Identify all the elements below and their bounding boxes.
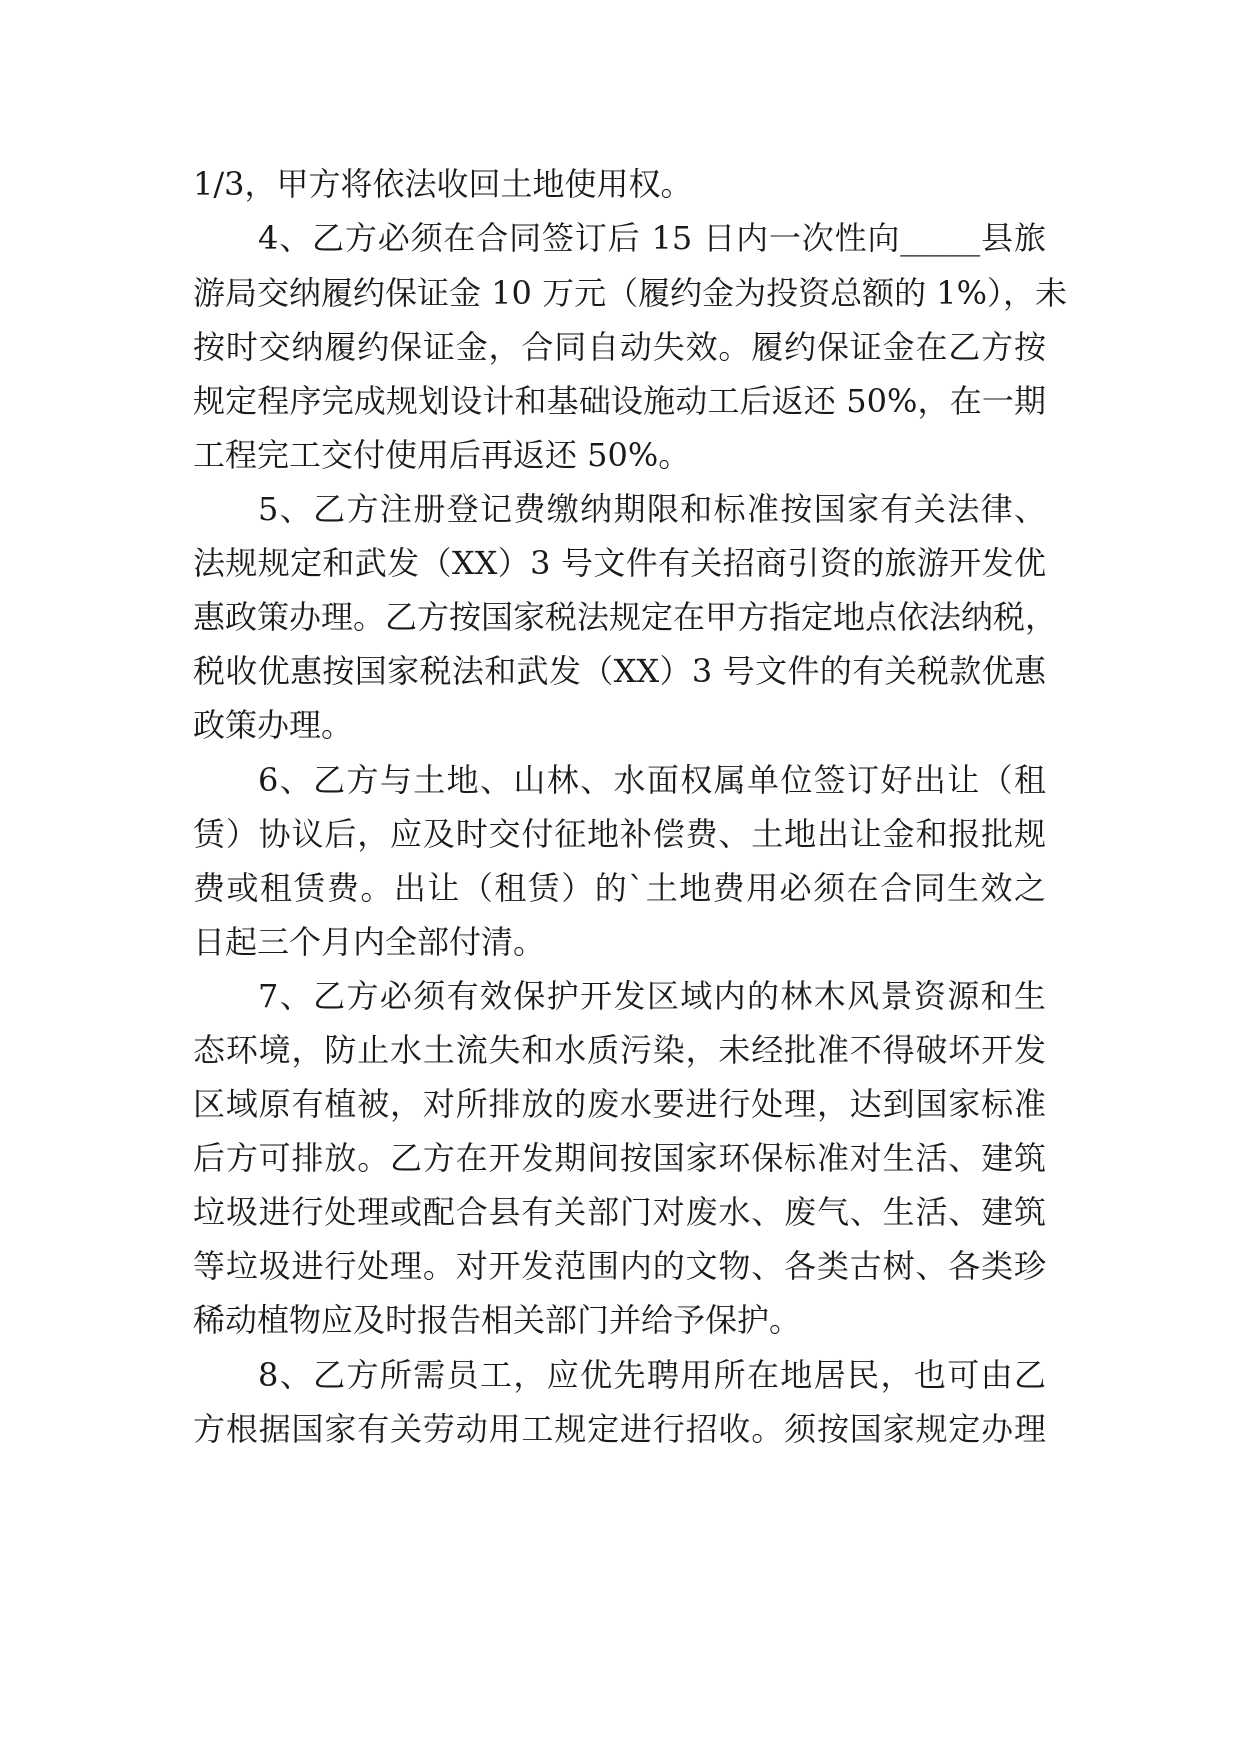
text-line-content: 7、乙方必须有效保护开发区域内的林木风景资源和生 — [258, 977, 1046, 1015]
text-line — [0, 1241, 1241, 1291]
text-line — [0, 159, 1241, 209]
text-line — [0, 917, 1241, 967]
text-line-content: 6、乙方与土地、山林、水面权属单位签订好出让（租 — [258, 761, 1046, 799]
text-line-content: 等垃圾进行处理。对开发范围内的文物、各类古树、各类珍 — [193, 1247, 1046, 1285]
text-line-content: 稀动植物应及时报告相关部门并给予保护。 — [193, 1301, 802, 1339]
text-line-content: 垃圾进行处理或配合县有关部门对废水、废气、生活、建筑 — [193, 1193, 1046, 1231]
text-line-content: 法规规定和武发（XX）3 号文件有关招商引资的旅游开发优 — [193, 544, 1046, 582]
text-line — [0, 376, 1241, 426]
text-line — [0, 1404, 1241, 1454]
text-line-content: 后方可排放。乙方在开发期间按国家环保标准对生活、建筑 — [193, 1139, 1046, 1177]
text-line — [0, 592, 1241, 642]
text-line-content: 税收优惠按国家税法和武发（XX）3 号文件的有关税款优惠 — [193, 652, 1046, 690]
text-line-content: 费或租赁费。出让（租赁）的`土地费用必须在合同生效之 — [193, 869, 1046, 907]
text-line-content: 态环境，防止水土流失和水质污染，未经批准不得破坏开发 — [193, 1031, 1046, 1069]
text-line — [0, 1025, 1241, 1075]
text-line — [0, 213, 1241, 263]
text-line — [0, 1079, 1241, 1129]
text-line-content: 工程完工交付使用后再返还 50%。 — [193, 436, 691, 474]
text-line — [0, 268, 1241, 318]
text-line-content: 区域原有植被，对所排放的废水要进行处理，达到国家标准 — [193, 1085, 1046, 1123]
text-line-content: 4、乙方必须在合同签订后 15 日内一次性向_____县旅 — [258, 219, 1046, 257]
text-line-content: 8、乙方所需员工，应优先聘用所在地居民，也可由乙 — [258, 1356, 1046, 1394]
text-line — [0, 646, 1241, 696]
text-line — [0, 538, 1241, 588]
text-line-content: 1/3，甲方将依法收回土地使用权。 — [193, 165, 693, 203]
text-line — [0, 971, 1241, 1021]
text-line — [0, 1350, 1241, 1400]
text-line-content: 游局交纳履约保证金 10 万元（履约金为投资总额的 1%），未 — [193, 274, 1068, 312]
text-line — [0, 863, 1241, 913]
text-line — [0, 755, 1241, 805]
text-line-content: 政策办理。 — [193, 706, 354, 744]
text-line-content: 规定程序完成规划设计和基础设施动工后返还 50%，在一期 — [193, 382, 1046, 420]
text-line — [0, 700, 1241, 750]
text-line — [0, 809, 1241, 859]
text-line-content: 按时交纳履约保证金，合同自动失效。履约保证金在乙方按 — [193, 328, 1046, 366]
text-line-content: 惠政策办理。乙方按国家税法规定在甲方指定地点依法纳税， — [193, 598, 1058, 636]
text-line-content: 日起三个月内全部付清。 — [193, 923, 546, 961]
text-line — [0, 1295, 1241, 1345]
text-line — [0, 430, 1241, 480]
text-line — [0, 484, 1241, 534]
text-line — [0, 322, 1241, 372]
text-line-content: 方根据国家有关劳动用工规定进行招收。须按国家规定办理 — [193, 1410, 1046, 1448]
text-line — [0, 1133, 1241, 1183]
text-line-content: 赁）协议后，应及时交付征地补偿费、土地出让金和报批规 — [193, 815, 1046, 853]
text-line-content: 5、乙方注册登记费缴纳期限和标准按国家有关法律、 — [258, 490, 1046, 528]
text-line — [0, 1187, 1241, 1237]
